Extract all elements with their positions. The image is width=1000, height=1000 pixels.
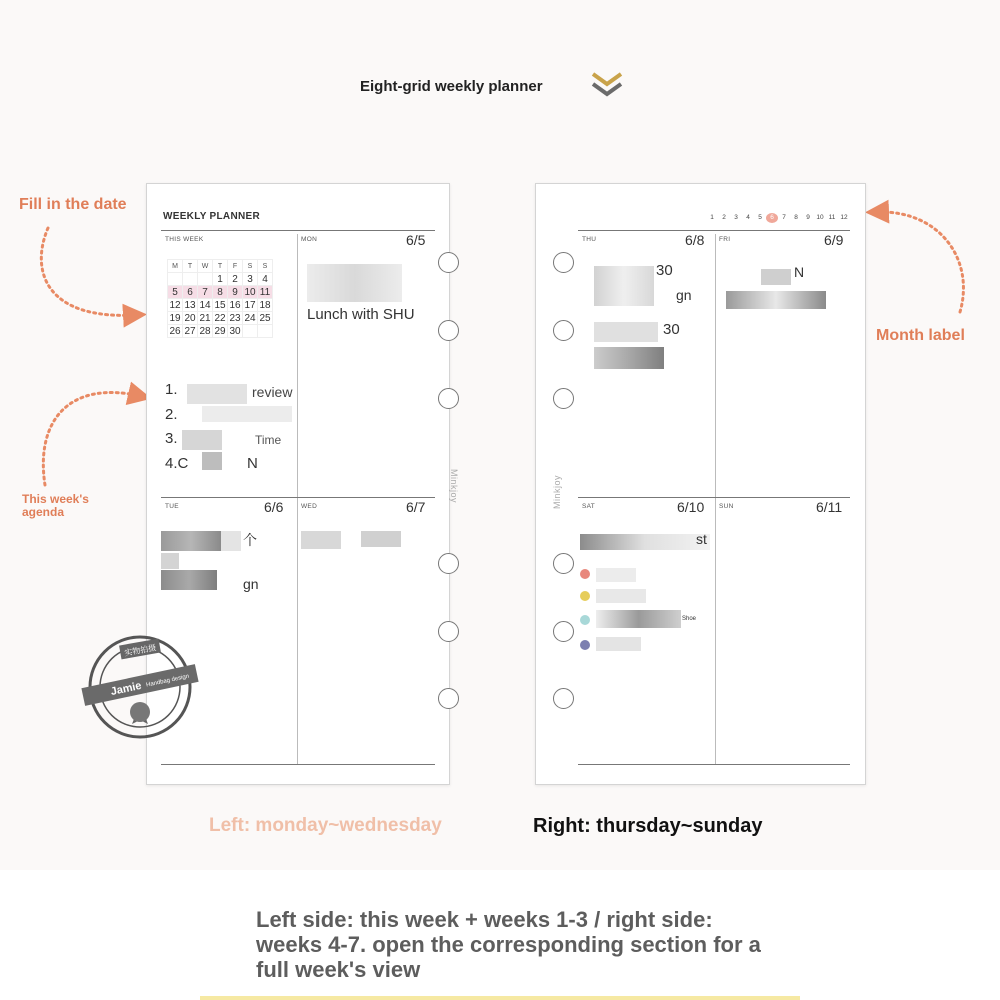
month-number: 9 [806, 214, 810, 221]
cal-day [198, 273, 213, 286]
thu-date: 6/8 [685, 232, 705, 248]
thu-entry-tail2: gn [676, 287, 692, 303]
column-divider [297, 234, 298, 764]
stamp-name-text: Jamie [109, 679, 143, 699]
blurred-text [580, 534, 710, 550]
cal-day: 22 [214, 312, 226, 324]
month-number: 8 [794, 214, 798, 221]
cal-day: 15 [214, 299, 226, 311]
blurred-text [726, 291, 826, 309]
binder-hole [553, 388, 574, 409]
binder-hole [438, 621, 459, 642]
blurred-text [221, 531, 241, 551]
blurred-text [202, 452, 222, 470]
cal-weekday: S [243, 260, 258, 273]
cal-weekday: M [168, 260, 183, 273]
weekly-planner-title: WEEKLY PLANNER [163, 211, 260, 222]
blurred-text [594, 347, 664, 369]
cal-day: 6 [183, 286, 198, 299]
cal-day: 23 [229, 312, 241, 324]
binder-hole [553, 252, 574, 273]
binder-hole [438, 553, 459, 574]
cal-day: 29 [214, 325, 226, 337]
cal-day: 12 [169, 299, 181, 311]
blurred-text [161, 553, 179, 569]
brand-mark: Minkjoy [449, 469, 459, 504]
caption-left: Left: monday~wednesday [209, 815, 442, 836]
page-title: Eight-grid weekly planner [360, 78, 543, 95]
blurred-text [182, 430, 222, 450]
month-number: 1 [710, 214, 714, 221]
arrow-fill-date [41, 228, 135, 315]
agenda-item-1: 1. [165, 381, 178, 398]
brand-mark: Minkjoy [552, 474, 562, 509]
arrow-agenda [43, 392, 140, 485]
cal-weekday: T [213, 260, 228, 273]
binder-hole [553, 553, 574, 574]
arrow-month-label [877, 212, 963, 312]
cal-day: 28 [199, 325, 211, 337]
mon-entry-lunch: Lunch with SHU [307, 306, 415, 323]
blurred-text [596, 589, 646, 603]
fri-date: 6/9 [824, 232, 844, 248]
agenda-item-4: 4.C [165, 455, 189, 472]
bottom-divider [578, 764, 850, 765]
cal-day: 8 [213, 286, 228, 299]
month-number: 11 [828, 214, 836, 221]
agenda-item-1-tail: review [252, 384, 293, 400]
binder-hole [438, 320, 459, 341]
month-number: 4 [746, 214, 750, 221]
fri-label: FRI [719, 236, 731, 243]
bottom-divider [161, 764, 435, 765]
cal-day [258, 325, 273, 338]
cal-day: 4 [258, 273, 273, 286]
agenda-item-2: 2. [165, 406, 178, 423]
annotation-weeks-agenda: This week's agenda [22, 492, 89, 519]
thu-entry-tail3: 30 [663, 321, 680, 338]
month-number: 2 [722, 214, 726, 221]
month-number-current: 6 [766, 213, 778, 223]
cal-day: 3 [243, 273, 258, 286]
cal-day: 30 [229, 325, 241, 337]
divider [161, 230, 435, 231]
sun-date: 6/11 [816, 499, 843, 515]
mon-label: MON [301, 236, 318, 243]
cal-day: 13 [184, 299, 196, 311]
cal-day: 2 [228, 273, 243, 286]
binder-hole [438, 388, 459, 409]
blurred-text [761, 269, 791, 285]
cal-day [168, 273, 183, 286]
cal-day: 18 [259, 299, 271, 311]
right-planner-page [535, 183, 866, 785]
thu-label: THU [582, 236, 597, 243]
cal-day: 7 [198, 286, 213, 299]
cal-day: 5 [168, 286, 183, 299]
blurred-text [594, 322, 658, 342]
shop-stamp-logo [80, 632, 200, 742]
divider [578, 497, 850, 498]
cal-day: 21 [199, 312, 211, 324]
binder-hole [553, 688, 574, 709]
blurred-text [307, 264, 402, 302]
sat-label: SAT [582, 503, 596, 510]
cal-day: 25 [259, 312, 271, 324]
cal-day: 24 [244, 312, 256, 324]
agenda-item-3-tail: Time [255, 433, 282, 447]
sun-label: SUN [719, 503, 734, 510]
agenda-item-3: 3. [165, 430, 178, 447]
this-week-label: THIS WEEK [165, 236, 204, 243]
thu-entry-tail1: 30 [656, 262, 673, 279]
month-number: 10 [816, 214, 824, 221]
annotation-fill-date: Fill in the date [19, 196, 127, 213]
tue-date: 6/6 [264, 499, 284, 515]
blurred-text [161, 570, 217, 590]
cal-day: 27 [184, 325, 196, 337]
bullet-dot [580, 615, 590, 625]
wed-label: WED [301, 503, 318, 510]
binder-hole [438, 688, 459, 709]
month-number: 3 [734, 214, 738, 221]
mon-date: 6/5 [406, 232, 426, 248]
blurred-text [161, 531, 221, 551]
mini-calendar [167, 259, 273, 338]
blurred-text [361, 531, 401, 547]
cal-day [183, 273, 198, 286]
blurred-text [594, 266, 654, 306]
cal-weekday: T [183, 260, 198, 273]
cal-day: 16 [229, 299, 241, 311]
agenda-item-4-tail: N [247, 455, 258, 472]
cal-day: 20 [184, 312, 196, 324]
cal-weekday: S [258, 260, 273, 273]
sat-entry-shoe: Shoe [682, 616, 697, 622]
tue-entry-tail1: 个 [243, 532, 257, 548]
divider [161, 497, 435, 498]
cal-day: 14 [199, 299, 211, 311]
stamp-cn-text: 实物拍摄 [123, 643, 157, 658]
cal-day: 1 [213, 273, 228, 286]
blurred-text [202, 406, 292, 422]
blurred-text [301, 531, 341, 549]
binder-hole [553, 320, 574, 341]
binder-hole [438, 252, 459, 273]
divider [578, 230, 850, 231]
month-number: 7 [782, 214, 786, 221]
cal-day: 26 [169, 325, 181, 337]
binder-hole [553, 621, 574, 642]
cal-day: 19 [169, 312, 181, 324]
description-text: Left side: this week + weeks 1-3 / right side: weeks 4-7. open the corresponding section for a full week's view [256, 907, 761, 982]
cal-day: 11 [258, 286, 273, 299]
cal-day [243, 325, 258, 338]
annotation-month-label: Month label [876, 327, 965, 344]
bullet-dot [580, 591, 590, 601]
sat-date: 6/10 [677, 499, 705, 515]
cal-weekday: F [228, 260, 243, 273]
wed-date: 6/7 [406, 499, 426, 515]
sat-entry-tail1: st [696, 531, 707, 547]
bullet-dot [580, 569, 590, 579]
fri-entry-tail1: N [794, 264, 805, 280]
column-divider [715, 234, 716, 764]
tue-label: TUE [165, 503, 179, 510]
caption-right: Right: thursday~sunday [533, 815, 763, 837]
blurred-text [596, 568, 636, 582]
cal-weekday: W [198, 260, 213, 273]
blurred-text [187, 384, 247, 404]
month-number: 12 [840, 214, 848, 221]
month-number: 5 [758, 214, 762, 221]
blurred-text [596, 637, 641, 651]
cal-day: 9 [228, 286, 243, 299]
month-label-strip [706, 213, 850, 223]
stamp-sub-text: Handbag design [145, 673, 190, 689]
tue-entry-tail2: gn [243, 576, 259, 592]
bullet-dot [580, 640, 590, 650]
cal-day: 17 [244, 299, 256, 311]
cal-day: 10 [244, 286, 256, 298]
blurred-text [596, 610, 681, 628]
